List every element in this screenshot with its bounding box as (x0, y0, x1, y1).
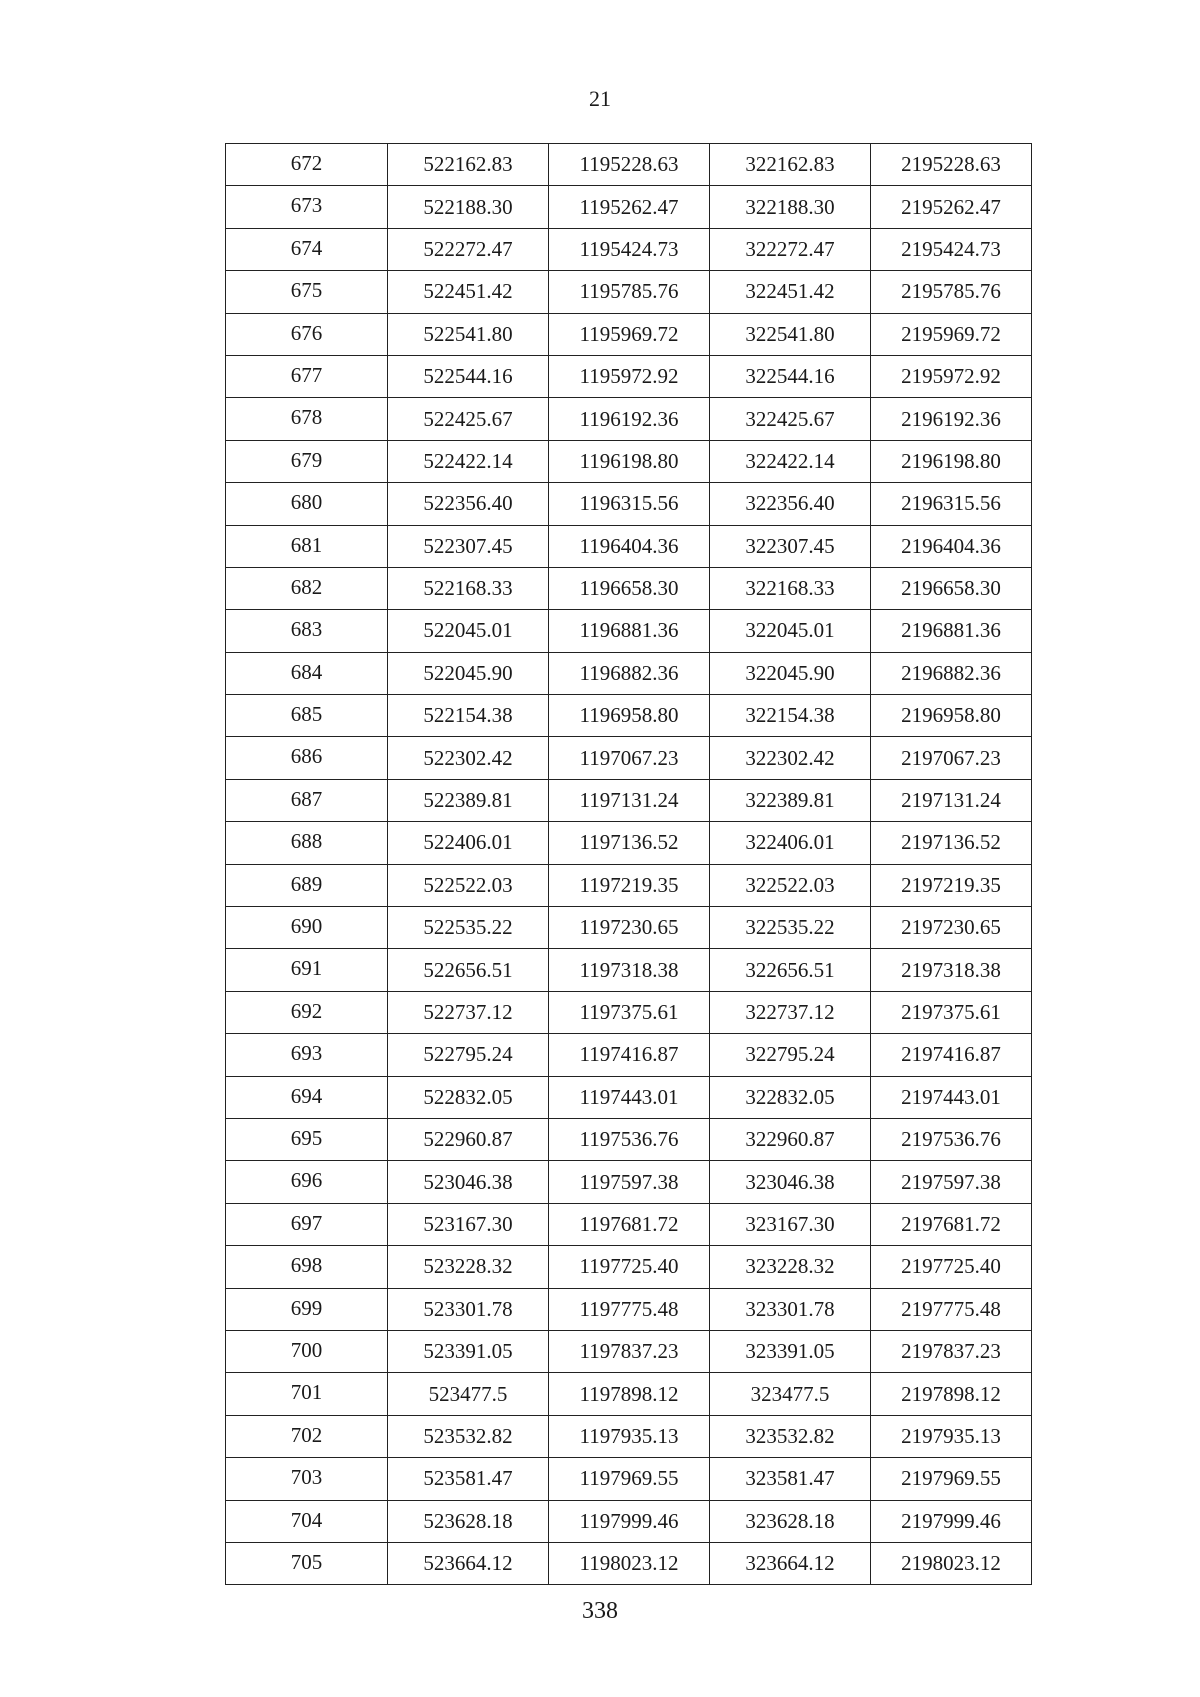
table-row (226, 1246, 1032, 1288)
table-row (226, 1203, 1032, 1245)
x-converted-cell: 322541.80 (710, 313, 871, 355)
point-index-cell: 672 (226, 144, 388, 186)
point-index-cell: 696 (226, 1161, 388, 1203)
y-coord-cell: 1196315.56 (549, 483, 710, 525)
point-index-cell: 690 (226, 907, 388, 949)
y-coord-cell: 1197318.38 (549, 949, 710, 991)
table-row (226, 440, 1032, 482)
page-number-top: 21 (589, 86, 611, 111)
x-coord-cell: 522960.87 (388, 1118, 549, 1160)
y-coord-cell: 1196192.36 (549, 398, 710, 440)
point-index-cell: 676 (226, 313, 388, 355)
x-converted-cell: 322188.30 (710, 186, 871, 228)
x-coord-cell: 522168.33 (388, 567, 549, 609)
point-index-cell: 704 (226, 1500, 388, 1542)
point-index-cell: 681 (226, 525, 388, 567)
y-converted-cell: 2195969.72 (871, 313, 1032, 355)
table-row (226, 779, 1032, 821)
x-converted-cell: 322451.42 (710, 271, 871, 313)
point-index-cell: 687 (226, 779, 388, 821)
page-number-bottom: 338 (582, 1598, 618, 1624)
y-coord-cell: 1198023.12 (549, 1542, 710, 1584)
point-index-cell: 673 (226, 186, 388, 228)
x-converted-cell: 322272.47 (710, 228, 871, 270)
x-coord-cell: 522302.42 (388, 737, 549, 779)
table-body (226, 144, 1032, 1585)
y-coord-cell: 1197898.12 (549, 1373, 710, 1415)
y-coord-cell: 1197131.24 (549, 779, 710, 821)
table-row (226, 1118, 1032, 1160)
table-row (226, 271, 1032, 313)
y-coord-cell: 1197681.72 (549, 1203, 710, 1245)
y-coord-cell: 1197935.13 (549, 1415, 710, 1457)
x-coord-cell: 523046.38 (388, 1161, 549, 1203)
x-converted-cell: 322522.03 (710, 864, 871, 906)
y-converted-cell: 2195785.76 (871, 271, 1032, 313)
y-coord-cell: 1197536.76 (549, 1118, 710, 1160)
x-converted-cell: 322389.81 (710, 779, 871, 821)
table-row (226, 313, 1032, 355)
y-converted-cell: 2196315.56 (871, 483, 1032, 525)
y-coord-cell: 1197725.40 (549, 1246, 710, 1288)
x-converted-cell: 323046.38 (710, 1161, 871, 1203)
x-converted-cell: 323581.47 (710, 1458, 871, 1500)
y-coord-cell: 1195262.47 (549, 186, 710, 228)
y-coord-cell: 1197443.01 (549, 1076, 710, 1118)
y-coord-cell: 1197067.23 (549, 737, 710, 779)
table-row (226, 144, 1032, 186)
x-coord-cell: 522162.83 (388, 144, 549, 186)
point-index-cell: 685 (226, 695, 388, 737)
x-converted-cell: 322045.01 (710, 610, 871, 652)
point-index-cell: 689 (226, 864, 388, 906)
x-coord-cell: 522535.22 (388, 907, 549, 949)
y-converted-cell: 2197837.23 (871, 1330, 1032, 1372)
y-coord-cell: 1197775.48 (549, 1288, 710, 1330)
table-row (226, 525, 1032, 567)
y-converted-cell: 2197443.01 (871, 1076, 1032, 1118)
y-coord-cell: 1196198.80 (549, 440, 710, 482)
point-index-cell: 693 (226, 1034, 388, 1076)
y-coord-cell: 1197597.38 (549, 1161, 710, 1203)
y-coord-cell: 1195969.72 (549, 313, 710, 355)
point-index-cell: 677 (226, 355, 388, 397)
y-converted-cell: 2197999.46 (871, 1500, 1032, 1542)
y-coord-cell: 1197837.23 (549, 1330, 710, 1372)
x-converted-cell: 322168.33 (710, 567, 871, 609)
x-converted-cell: 322302.42 (710, 737, 871, 779)
y-converted-cell: 2197416.87 (871, 1034, 1032, 1076)
table-row (226, 1458, 1032, 1500)
point-index-cell: 686 (226, 737, 388, 779)
y-converted-cell: 2196882.36 (871, 652, 1032, 694)
coordinate-table (225, 143, 1032, 1585)
x-converted-cell: 323228.32 (710, 1246, 871, 1288)
table-row (226, 1542, 1032, 1584)
y-coord-cell: 1197416.87 (549, 1034, 710, 1076)
x-coord-cell: 522832.05 (388, 1076, 549, 1118)
y-coord-cell: 1196658.30 (549, 567, 710, 609)
x-converted-cell: 323167.30 (710, 1203, 871, 1245)
x-converted-cell: 322356.40 (710, 483, 871, 525)
point-index-cell: 698 (226, 1246, 388, 1288)
table-row (226, 483, 1032, 525)
y-converted-cell: 2196881.36 (871, 610, 1032, 652)
x-coord-cell: 523664.12 (388, 1542, 549, 1584)
x-coord-cell: 522522.03 (388, 864, 549, 906)
table-row (226, 228, 1032, 270)
x-converted-cell: 322832.05 (710, 1076, 871, 1118)
y-coord-cell: 1197230.65 (549, 907, 710, 949)
y-converted-cell: 2197219.35 (871, 864, 1032, 906)
x-converted-cell: 322307.45 (710, 525, 871, 567)
point-index-cell: 674 (226, 228, 388, 270)
x-coord-cell: 522422.14 (388, 440, 549, 482)
y-converted-cell: 2197969.55 (871, 1458, 1032, 1500)
x-coord-cell: 523581.47 (388, 1458, 549, 1500)
y-converted-cell: 2197597.38 (871, 1161, 1032, 1203)
y-coord-cell: 1195228.63 (549, 144, 710, 186)
x-coord-cell: 522154.38 (388, 695, 549, 737)
y-coord-cell: 1197136.52 (549, 822, 710, 864)
x-coord-cell: 522656.51 (388, 949, 549, 991)
x-coord-cell: 523477.5 (388, 1373, 549, 1415)
x-coord-cell: 522737.12 (388, 991, 549, 1033)
y-converted-cell: 2197067.23 (871, 737, 1032, 779)
y-converted-cell: 2195262.47 (871, 186, 1032, 228)
y-coord-cell: 1196958.80 (549, 695, 710, 737)
x-coord-cell: 522389.81 (388, 779, 549, 821)
x-converted-cell: 322960.87 (710, 1118, 871, 1160)
y-converted-cell: 2197725.40 (871, 1246, 1032, 1288)
table-row (226, 949, 1032, 991)
table-row (226, 737, 1032, 779)
x-coord-cell: 523391.05 (388, 1330, 549, 1372)
y-converted-cell: 2197898.12 (871, 1373, 1032, 1415)
x-coord-cell: 522451.42 (388, 271, 549, 313)
table-row (226, 907, 1032, 949)
table-row (226, 695, 1032, 737)
y-converted-cell: 2196198.80 (871, 440, 1032, 482)
y-converted-cell: 2197131.24 (871, 779, 1032, 821)
y-converted-cell: 2195972.92 (871, 355, 1032, 397)
table-row (226, 1034, 1032, 1076)
x-coord-cell: 522188.30 (388, 186, 549, 228)
y-converted-cell: 2197681.72 (871, 1203, 1032, 1245)
table-row (226, 1161, 1032, 1203)
y-converted-cell: 2196404.36 (871, 525, 1032, 567)
table-row (226, 822, 1032, 864)
x-coord-cell: 522544.16 (388, 355, 549, 397)
table-row (226, 1330, 1032, 1372)
y-coord-cell: 1197999.46 (549, 1500, 710, 1542)
x-converted-cell: 323301.78 (710, 1288, 871, 1330)
x-converted-cell: 323664.12 (710, 1542, 871, 1584)
table-row (226, 1076, 1032, 1118)
x-coord-cell: 522272.47 (388, 228, 549, 270)
y-coord-cell: 1197375.61 (549, 991, 710, 1033)
point-index-cell: 688 (226, 822, 388, 864)
point-index-cell: 680 (226, 483, 388, 525)
y-converted-cell: 2197230.65 (871, 907, 1032, 949)
x-coord-cell: 522045.01 (388, 610, 549, 652)
point-index-cell: 703 (226, 1458, 388, 1500)
x-coord-cell: 522045.90 (388, 652, 549, 694)
point-index-cell: 679 (226, 440, 388, 482)
table-row (226, 652, 1032, 694)
x-converted-cell: 323477.5 (710, 1373, 871, 1415)
point-index-cell: 691 (226, 949, 388, 991)
point-index-cell: 675 (226, 271, 388, 313)
x-coord-cell: 522307.45 (388, 525, 549, 567)
table-row (226, 991, 1032, 1033)
x-converted-cell: 322544.16 (710, 355, 871, 397)
x-converted-cell: 322737.12 (710, 991, 871, 1033)
point-index-cell: 701 (226, 1373, 388, 1415)
x-coord-cell: 523628.18 (388, 1500, 549, 1542)
y-coord-cell: 1195785.76 (549, 271, 710, 313)
y-coord-cell: 1197219.35 (549, 864, 710, 906)
x-coord-cell: 522795.24 (388, 1034, 549, 1076)
y-converted-cell: 2197935.13 (871, 1415, 1032, 1457)
x-coord-cell: 522406.01 (388, 822, 549, 864)
x-converted-cell: 322795.24 (710, 1034, 871, 1076)
x-converted-cell: 322425.67 (710, 398, 871, 440)
point-index-cell: 702 (226, 1415, 388, 1457)
point-index-cell: 683 (226, 610, 388, 652)
y-coord-cell: 1196404.36 (549, 525, 710, 567)
y-converted-cell: 2197136.52 (871, 822, 1032, 864)
table-row (226, 186, 1032, 228)
x-converted-cell: 322422.14 (710, 440, 871, 482)
x-converted-cell: 323532.82 (710, 1415, 871, 1457)
x-coord-cell: 523301.78 (388, 1288, 549, 1330)
point-index-cell: 700 (226, 1330, 388, 1372)
y-converted-cell: 2195228.63 (871, 144, 1032, 186)
point-index-cell: 684 (226, 652, 388, 694)
table-row (226, 864, 1032, 906)
point-index-cell: 695 (226, 1118, 388, 1160)
y-converted-cell: 2197536.76 (871, 1118, 1032, 1160)
x-converted-cell: 323628.18 (710, 1500, 871, 1542)
y-converted-cell: 2198023.12 (871, 1542, 1032, 1584)
point-index-cell: 705 (226, 1542, 388, 1584)
y-converted-cell: 2197318.38 (871, 949, 1032, 991)
y-converted-cell: 2195424.73 (871, 228, 1032, 270)
x-converted-cell: 322535.22 (710, 907, 871, 949)
x-converted-cell: 322656.51 (710, 949, 871, 991)
x-coord-cell: 523532.82 (388, 1415, 549, 1457)
point-index-cell: 678 (226, 398, 388, 440)
point-index-cell: 692 (226, 991, 388, 1033)
table-row (226, 1500, 1032, 1542)
y-converted-cell: 2197775.48 (871, 1288, 1032, 1330)
point-index-cell: 697 (226, 1203, 388, 1245)
point-index-cell: 694 (226, 1076, 388, 1118)
y-coord-cell: 1197969.55 (549, 1458, 710, 1500)
point-index-cell: 682 (226, 567, 388, 609)
table-row (226, 1288, 1032, 1330)
table-row (226, 398, 1032, 440)
table-row (226, 610, 1032, 652)
point-index-cell: 699 (226, 1288, 388, 1330)
x-converted-cell: 322154.38 (710, 695, 871, 737)
x-converted-cell: 322406.01 (710, 822, 871, 864)
y-coord-cell: 1196881.36 (549, 610, 710, 652)
y-coord-cell: 1195972.92 (549, 355, 710, 397)
y-coord-cell: 1195424.73 (549, 228, 710, 270)
table-row (226, 567, 1032, 609)
x-coord-cell: 523228.32 (388, 1246, 549, 1288)
table-row (226, 355, 1032, 397)
x-converted-cell: 323391.05 (710, 1330, 871, 1372)
y-converted-cell: 2196958.80 (871, 695, 1032, 737)
x-coord-cell: 522425.67 (388, 398, 549, 440)
y-converted-cell: 2196192.36 (871, 398, 1032, 440)
table-row (226, 1373, 1032, 1415)
y-coord-cell: 1196882.36 (549, 652, 710, 694)
table-row (226, 1415, 1032, 1457)
x-coord-cell: 522356.40 (388, 483, 549, 525)
x-coord-cell: 522541.80 (388, 313, 549, 355)
x-converted-cell: 322045.90 (710, 652, 871, 694)
x-coord-cell: 523167.30 (388, 1203, 549, 1245)
y-converted-cell: 2196658.30 (871, 567, 1032, 609)
y-converted-cell: 2197375.61 (871, 991, 1032, 1033)
x-converted-cell: 322162.83 (710, 144, 871, 186)
